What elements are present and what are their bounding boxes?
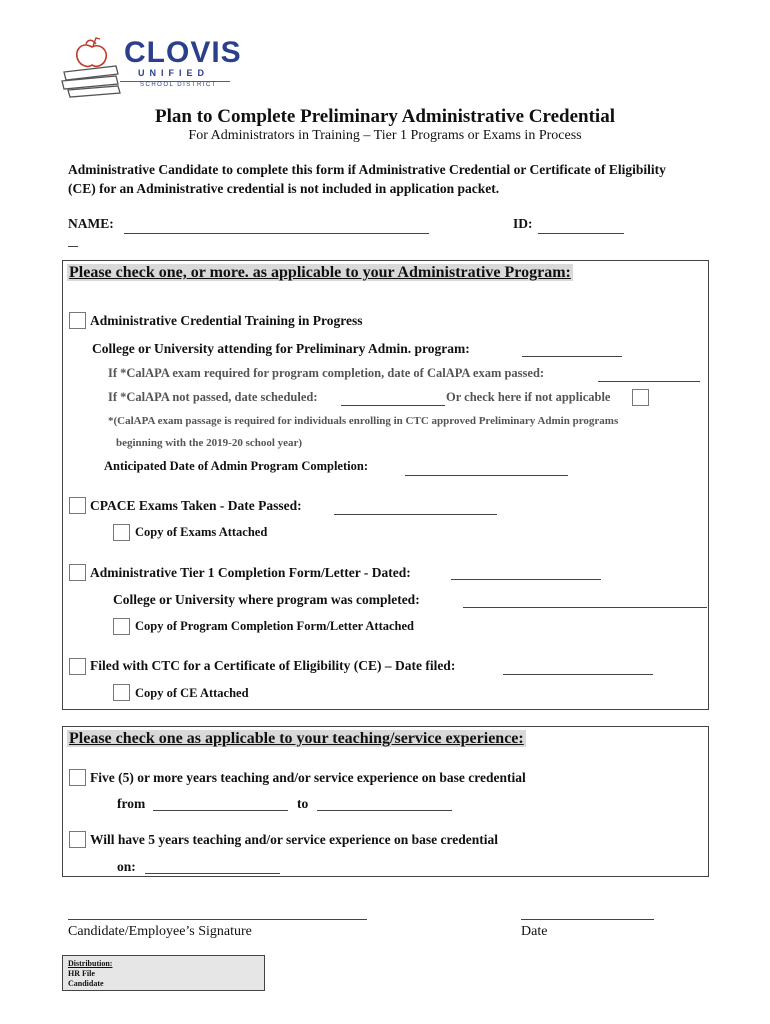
id-label: ID: bbox=[513, 216, 533, 231]
page-subtitle: For Administrators in Training – Tier 1 Programs or Exams in Process bbox=[188, 128, 582, 143]
page-title: Plan to Complete Preliminary Administrative Credential bbox=[155, 106, 615, 127]
date-field[interactable] bbox=[521, 919, 654, 920]
will-have-label: Will have 5 years teaching and/or service experience on base credential bbox=[90, 832, 498, 847]
tier1-copy-checkbox[interactable] bbox=[113, 618, 130, 635]
not-applicable-checkbox[interactable] bbox=[632, 389, 649, 406]
from-field[interactable] bbox=[153, 810, 288, 811]
calapa-not-passed-label: If *CalAPA not passed, date scheduled: bbox=[108, 390, 318, 404]
calapa-scheduled-field[interactable] bbox=[341, 405, 445, 406]
experience-heading bbox=[67, 730, 526, 748]
on-label: on: bbox=[117, 859, 136, 874]
experience-heading-text: Please check one as applicable to your teaching/service experience: bbox=[69, 730, 524, 747]
to-label: to bbox=[297, 796, 309, 811]
ctc-label: Filed with CTC for a Certificate of Eligibility (CE) – Date filed: bbox=[90, 658, 456, 673]
tier1-label: Administrative Tier 1 Completion Form/Letter - Dated: bbox=[90, 565, 411, 580]
name-field-tail bbox=[68, 246, 78, 247]
college-field[interactable] bbox=[522, 356, 622, 357]
district-logo bbox=[60, 36, 240, 100]
distribution-line1: HR File bbox=[68, 969, 95, 978]
tier1-date-field[interactable] bbox=[451, 579, 601, 580]
name-label: NAME: bbox=[68, 216, 114, 231]
five-years-label: Five (5) or more years teaching and/or service experience on base credential bbox=[90, 770, 526, 785]
ctc-copy-label: Copy of CE Attached bbox=[135, 686, 249, 700]
id-field[interactable] bbox=[538, 233, 624, 234]
five-years-checkbox[interactable] bbox=[69, 769, 86, 786]
signature-field[interactable] bbox=[68, 919, 367, 920]
apple-books-icon bbox=[60, 36, 126, 98]
distribution-box bbox=[62, 955, 265, 991]
training-label: Administrative Credential Training in Progress bbox=[90, 313, 363, 328]
date-label: Date bbox=[521, 924, 548, 939]
admin-program-heading-text: Please check one, or more. as applicable to your Administrative Program: bbox=[69, 264, 571, 281]
training-checkbox[interactable] bbox=[69, 312, 86, 329]
experience-section bbox=[62, 726, 709, 877]
college-label: College or University attending for Preliminary Admin. program: bbox=[92, 341, 470, 356]
from-label: from bbox=[117, 796, 146, 811]
cpace-label: CPACE Exams Taken - Date Passed: bbox=[90, 498, 302, 513]
logo-sub2: SCHOOL DISTRICT bbox=[140, 82, 217, 88]
signature-label: Candidate/Employee’s Signature bbox=[68, 924, 252, 939]
calapa-passed-field[interactable] bbox=[598, 381, 700, 382]
cpace-copy-checkbox[interactable] bbox=[113, 524, 130, 541]
to-field[interactable] bbox=[317, 810, 452, 811]
ctc-copy-checkbox[interactable] bbox=[113, 684, 130, 701]
logo-sub1: UNIFIED bbox=[138, 68, 209, 78]
tier1-copy-label: Copy of Program Completion Form/Letter Attached bbox=[135, 619, 414, 633]
distribution-line2: Candidate bbox=[68, 979, 104, 988]
tier1-college-field[interactable] bbox=[463, 607, 707, 608]
distribution-heading: Distribution: bbox=[68, 959, 113, 968]
name-field[interactable] bbox=[124, 233, 429, 234]
cpace-copy-label: Copy of Exams Attached bbox=[135, 525, 268, 539]
will-have-checkbox[interactable] bbox=[69, 831, 86, 848]
cpace-checkbox[interactable] bbox=[69, 497, 86, 514]
cpace-field[interactable] bbox=[334, 514, 497, 515]
calapa-note-line2: beginning with the 2019-20 school year) bbox=[116, 437, 303, 449]
on-field[interactable] bbox=[145, 873, 280, 874]
calapa-note-line1: *(CalAPA exam passage is required for individuals enrolling in CTC approved Preliminary Admin programs bbox=[108, 415, 619, 427]
intro-text: Administrative Candidate to complete this form if Administrative Credential or Certificate of Eligibility (CE) for an Administrative credential is not included in application packet. bbox=[68, 162, 666, 196]
admin-program-heading bbox=[67, 264, 573, 282]
logo-name: CLOVIS bbox=[124, 36, 242, 69]
or-check-label: Or check here if not applicable bbox=[446, 390, 611, 404]
anticipated-label: Anticipated Date of Admin Program Completion: bbox=[104, 459, 368, 473]
tier1-checkbox[interactable] bbox=[69, 564, 86, 581]
ctc-date-field[interactable] bbox=[503, 674, 653, 675]
anticipated-field[interactable] bbox=[405, 475, 568, 476]
tier1-college-label: College or University where program was completed: bbox=[113, 592, 420, 607]
calapa-passed-label: If *CalAPA exam required for program completion, date of CalAPA exam passed: bbox=[108, 366, 545, 380]
ctc-checkbox[interactable] bbox=[69, 658, 86, 675]
